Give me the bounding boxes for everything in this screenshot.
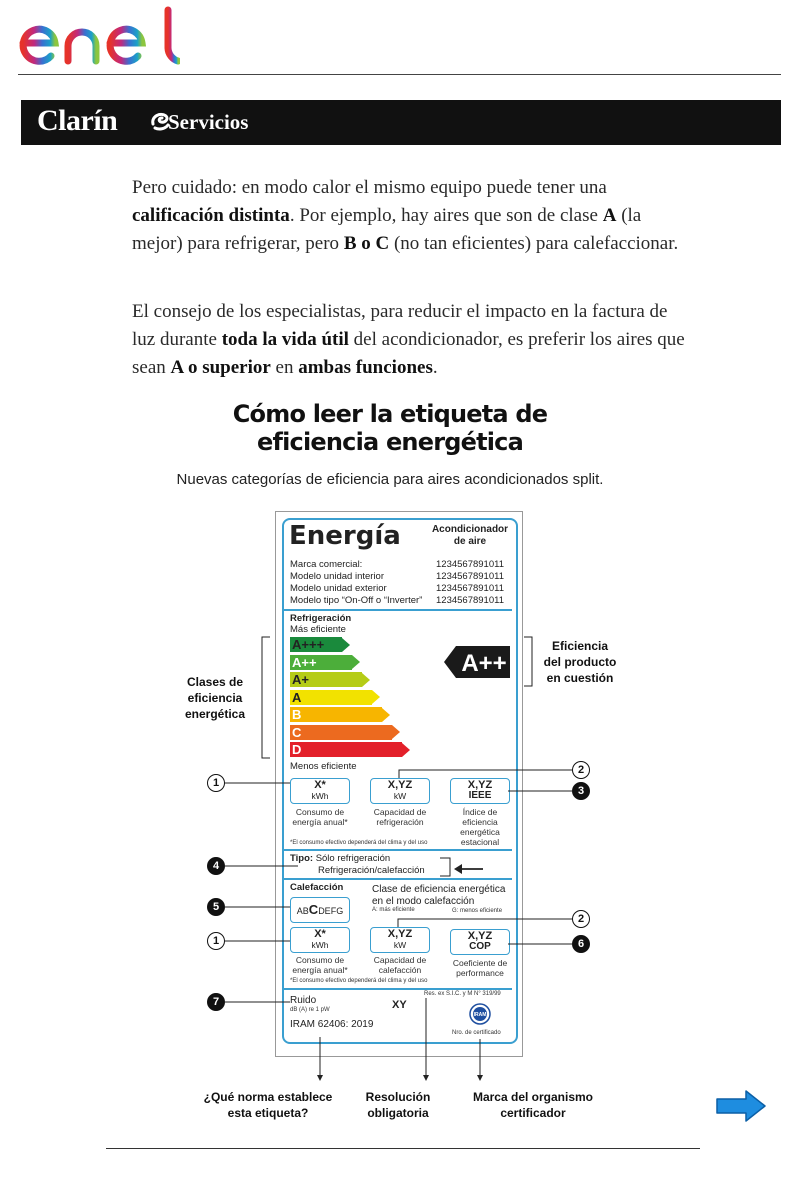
- box-unit: COP: [469, 941, 491, 952]
- scale-pre: AB: [296, 906, 309, 916]
- cert-number: Nro. de certificado: [452, 1030, 501, 1036]
- resolution-text: Res. ex S.I.C. y M N° 319/99: [424, 991, 501, 997]
- emphasis-text: A o superior: [170, 357, 271, 378]
- meta-value: 1234567891011: [436, 571, 504, 582]
- callout-certifier-mark: [458, 1089, 608, 1121]
- cooling-title: Refrigeración: [290, 613, 352, 624]
- efficiency-class-label: C: [290, 725, 392, 740]
- callout-line: esta etiqueta?: [227, 1106, 309, 1120]
- heating-title: Calefacción: [290, 882, 344, 893]
- scale-selected: C: [308, 902, 319, 917]
- callout-line: del producto: [543, 655, 617, 669]
- callout-line: Resolución: [365, 1090, 431, 1104]
- paragraph-text: del acondicionador, es preferir los aires que sean: [132, 329, 685, 378]
- box-unit: kW: [393, 791, 407, 801]
- label-product-line-1: Acondicionador: [431, 524, 509, 535]
- box-value: X,YZ: [467, 779, 493, 791]
- box-caption: Capacidad de refrigeración: [373, 807, 427, 827]
- meta-value: 1234567891011: [436, 583, 504, 594]
- noise-unit: dB (A) re 1 pW: [290, 1007, 330, 1013]
- paragraph-text: .: [432, 357, 438, 378]
- meta-key: Modelo unidad interior: [290, 571, 385, 582]
- marker-2b: 2: [572, 910, 590, 928]
- meta-key: Marca comercial:: [290, 559, 363, 570]
- box-value: X*: [314, 928, 326, 940]
- graphic-title-line-1: Cómo leer la etiqueta de: [232, 400, 548, 428]
- paragraph-text: El consejo de los especialistas, para reducir el impacto en la factura de luz durante: [132, 301, 668, 350]
- type-label: Tipo:: [290, 853, 314, 864]
- paragraph-text: . Por ejemplo, hay aires que son de clase: [289, 205, 603, 226]
- efficiency-class-label: A++: [290, 655, 352, 670]
- box-unit: kWh: [311, 940, 329, 950]
- more-efficient-label: Más eficiente: [290, 624, 346, 635]
- footnote: *El consumo efectivo dependerá del clima y del uso: [290, 978, 428, 984]
- type-option-heat-cool: Refrigeración/calefacción: [318, 865, 425, 876]
- meta-value: 1234567891011: [436, 595, 504, 606]
- callout-line: Clases de: [186, 675, 244, 689]
- footnote: *El consumo efectivo dependerá del clima y del uso: [290, 840, 428, 846]
- efficiency-class-label: B: [290, 707, 382, 722]
- heating-best: A: más eficiente: [372, 907, 415, 913]
- emphasis-text: calificación distinta: [132, 205, 290, 226]
- noise-label: Ruido: [290, 995, 317, 1006]
- meta-value: 1234567891011: [436, 559, 504, 570]
- marker-1b: 1: [207, 932, 225, 950]
- marker-2: 2: [572, 761, 590, 779]
- paragraph-text: en: [270, 357, 299, 378]
- graphic-subtitle: Nuevas categorías de eficiencia para aires acondicionados split.: [176, 471, 604, 488]
- footer-divider: [106, 1148, 700, 1149]
- callout-product-efficiency: [530, 638, 630, 686]
- callout-line: Eficiencia: [551, 639, 609, 653]
- emphasis-text: toda la vida útil: [221, 329, 349, 350]
- less-efficient-label: Menos eficiente: [290, 761, 357, 772]
- product-class-text: A++: [461, 650, 507, 677]
- marker-3: 3: [572, 782, 590, 800]
- emphasis-text: A: [602, 205, 617, 226]
- noise-value: XY: [392, 999, 407, 1011]
- box-value: X,YZ: [387, 779, 413, 791]
- callout-line: ¿Qué norma establece: [203, 1090, 333, 1104]
- efficiency-class-label: A: [290, 690, 372, 705]
- section-title: Servicios: [168, 110, 249, 134]
- box-caption: Coeficiente de performance: [452, 958, 508, 978]
- box-caption: Consumo de energía anual*: [292, 955, 348, 975]
- brand-name: Clarín: [37, 104, 118, 137]
- emphasis-text: B o C: [343, 233, 390, 254]
- box-value: X,YZ: [467, 930, 493, 942]
- emphasis-text: ambas funciones: [298, 357, 433, 378]
- next-arrow-icon[interactable]: [714, 1088, 768, 1124]
- meta-key: Modelo tipo “On-Off o “Inverter”: [290, 595, 423, 606]
- heating-worst: G: menos eficiente: [452, 908, 503, 914]
- paragraph-text: (no tan eficientes) para calefaccionar.: [389, 233, 679, 254]
- marker-6: 6: [572, 935, 590, 953]
- marker-1: 1: [207, 774, 225, 792]
- box-value: X,YZ: [387, 928, 413, 940]
- marker-4: 4: [207, 857, 225, 875]
- heating-class-line-2: en el modo calefacción: [372, 896, 475, 907]
- box-caption: Consumo de energía anual*: [292, 807, 348, 827]
- efficiency-class-label: A+: [290, 672, 362, 687]
- box-unit: kWh: [311, 791, 329, 801]
- type-option-cooling-only: Sólo refrigeración: [315, 853, 391, 864]
- callout-line: energética: [184, 707, 246, 721]
- box-value: X*: [314, 779, 326, 791]
- label-title: Energía: [289, 521, 401, 551]
- callout-norm: [188, 1089, 348, 1121]
- scale-post: DEFG: [318, 906, 344, 916]
- standard-text: IRAM 62406: 2019: [290, 1019, 374, 1030]
- callout-line: obligatoria: [367, 1106, 429, 1120]
- box-caption: Capacidad de calefacción: [373, 955, 427, 975]
- callout-line: certificador: [500, 1106, 566, 1120]
- box-unit: IEEE: [468, 790, 492, 801]
- paragraph-text: (la mejor) para refrigerar, pero: [132, 205, 642, 254]
- box-unit: kW: [393, 940, 407, 950]
- efficiency-class-label: A+++: [290, 637, 342, 652]
- callout-line: en cuestión: [546, 671, 614, 685]
- box-caption: Índice de eficiencia energética estacional: [460, 807, 500, 847]
- graphic-title-line-2: eficiencia energética: [256, 428, 524, 456]
- callout-line: eficiencia: [187, 691, 243, 705]
- callout-classes: [170, 674, 260, 722]
- marker-7: 7: [207, 993, 225, 1011]
- callout-resolution: [358, 1089, 438, 1121]
- heating-class-line-1: Clase de eficiencia energética: [372, 884, 506, 895]
- label-product-line-2: de aire: [453, 536, 487, 547]
- paragraph-text: Pero cuidado: en modo calor el mismo equipo puede tener una: [132, 177, 607, 198]
- meta-key: Modelo unidad exterior: [290, 583, 387, 594]
- callout-line: Marca del organismo: [472, 1090, 594, 1104]
- marker-5: 5: [207, 898, 225, 916]
- efficiency-class-label: D: [290, 742, 402, 757]
- seal-text: IRAM: [473, 1012, 487, 1018]
